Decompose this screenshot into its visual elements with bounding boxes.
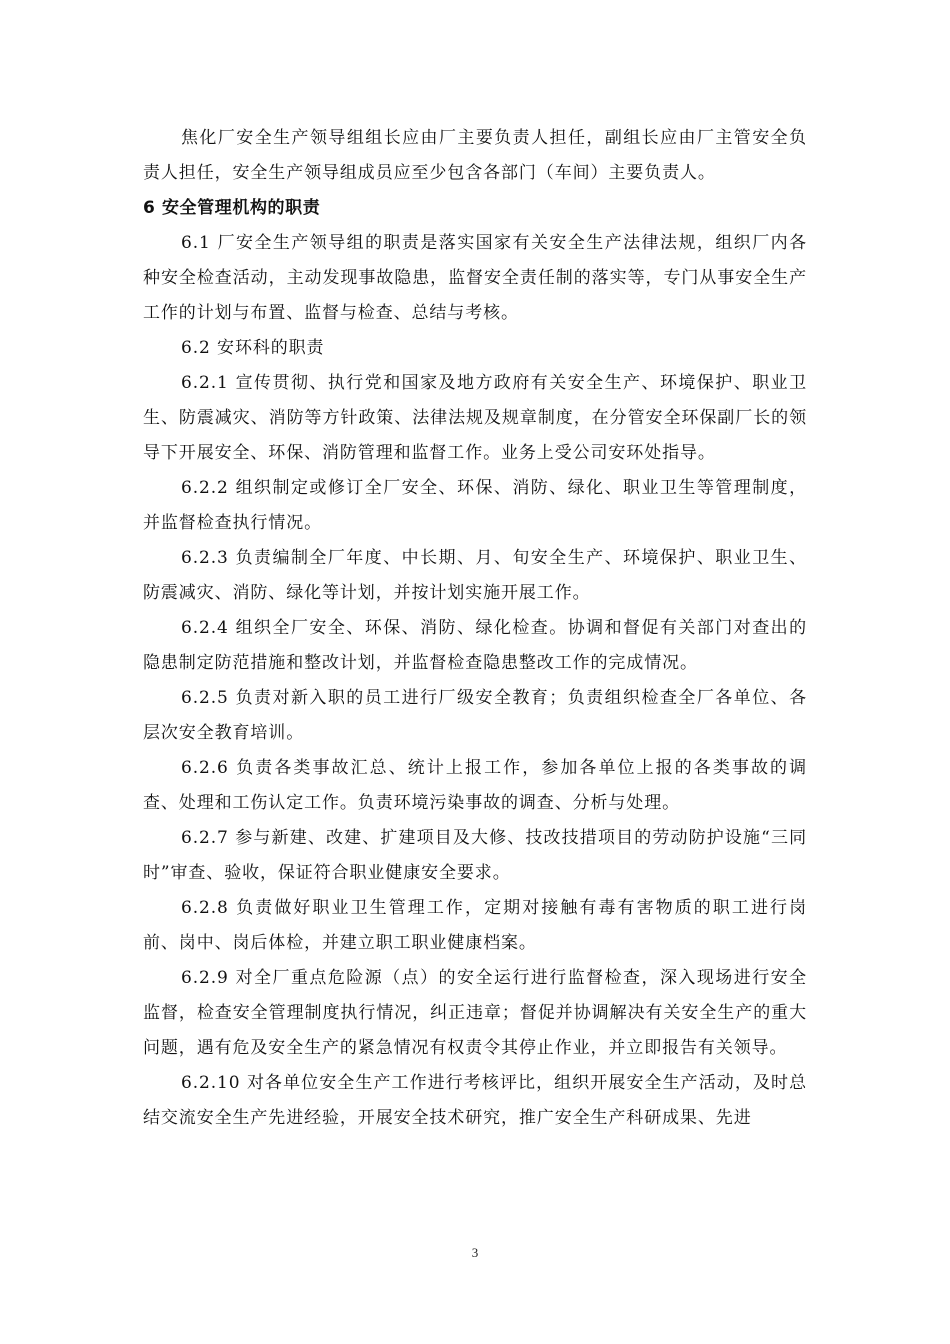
paragraph-6-2-5: 6.2.5 负责对新入职的员工进行厂级安全教育；负责组织检查全厂各单位、各层次安全教育培训。 <box>143 688 807 743</box>
paragraph-6-2-9: 6.2.9 对全厂重点危险源（点）的安全运行进行监督检查，深入现场进行安全监督，检查安全管理制度执行情况，纠正违章；督促并协调解决有关安全生产的重大问题，遇有危及安全生产的紧急情况有权责令其停止作业，并立即报告有关领导。 <box>143 968 807 1058</box>
paragraph-6-2-10: 6.2.10 对各单位安全生产工作进行考核评比，组织开展安全生产活动，及时总结交流安全生产先进经验，开展安全技术研究，推广安全生产科研成果、先进 <box>143 1073 807 1128</box>
paragraph-6-2-1: 6.2.1 宣传贯彻、执行党和国家及地方政府有关安全生产、环境保护、职业卫生、防震减灾、消防等方针政策、法律法规及规章制度，在分管安全环保副厂长的领导下开展安全、环保、消防管理和监督工作。业务上受公司安环处指导。 <box>143 373 807 463</box>
paragraph-6-2-3: 6.2.3 负责编制全厂年度、中长期、月、旬安全生产、环境保护、职业卫生、防震减灾、消防、绿化等计划，并按计划实施开展工作。 <box>143 548 807 603</box>
subheading-6-2: 6.2 安环科的职责 <box>181 338 325 358</box>
paragraph-6-2-4: 6.2.4 组织全厂安全、环保、消防、绿化检查。协调和督促有关部门对查出的隐患制定防范措施和整改计划，并监督检查隐患整改工作的完成情况。 <box>143 618 807 673</box>
paragraph-6-1: 6.1 厂安全生产领导组的职责是落实国家有关安全生产法律法规，组织厂内各种安全检查活动，主动发现事故隐患，监督安全责任制的落实等，专门从事安全生产工作的计划与布置、监督与检查、总结与考核。 <box>143 233 807 323</box>
page-number: 3 <box>471 1245 479 1260</box>
paragraph-leadership-composition: 焦化厂安全生产领导组组长应由厂主要负责人担任，副组长应由厂主管安全负责人担任，安全生产领导组成员应至少包含各部门（车间）主要负责人。 <box>143 128 807 183</box>
section-heading-6: 6 安全管理机构的职责 <box>143 198 321 218</box>
paragraph-6-2-6: 6.2.6 负责各类事故汇总、统计上报工作，参加各单位上报的各类事故的调查、处理和工伤认定工作。负责环境污染事故的调查、分析与处理。 <box>143 758 807 813</box>
page-body <box>143 121 807 1136</box>
paragraph-6-2-8: 6.2.8 负责做好职业卫生管理工作，定期对接触有毒有害物质的职工进行岗前、岗中、岗后体检，并建立职工职业健康档案。 <box>143 898 807 953</box>
paragraph-6-2-7: 6.2.7 参与新建、改建、扩建项目及大修、技改技措项目的劳动防护设施“三同时”审查、验收，保证符合职业健康安全要求。 <box>143 828 807 883</box>
paragraph-6-2-2: 6.2.2 组织制定或修订全厂安全、环保、消防、绿化、职业卫生等管理制度，并监督检查执行情况。 <box>143 478 807 533</box>
